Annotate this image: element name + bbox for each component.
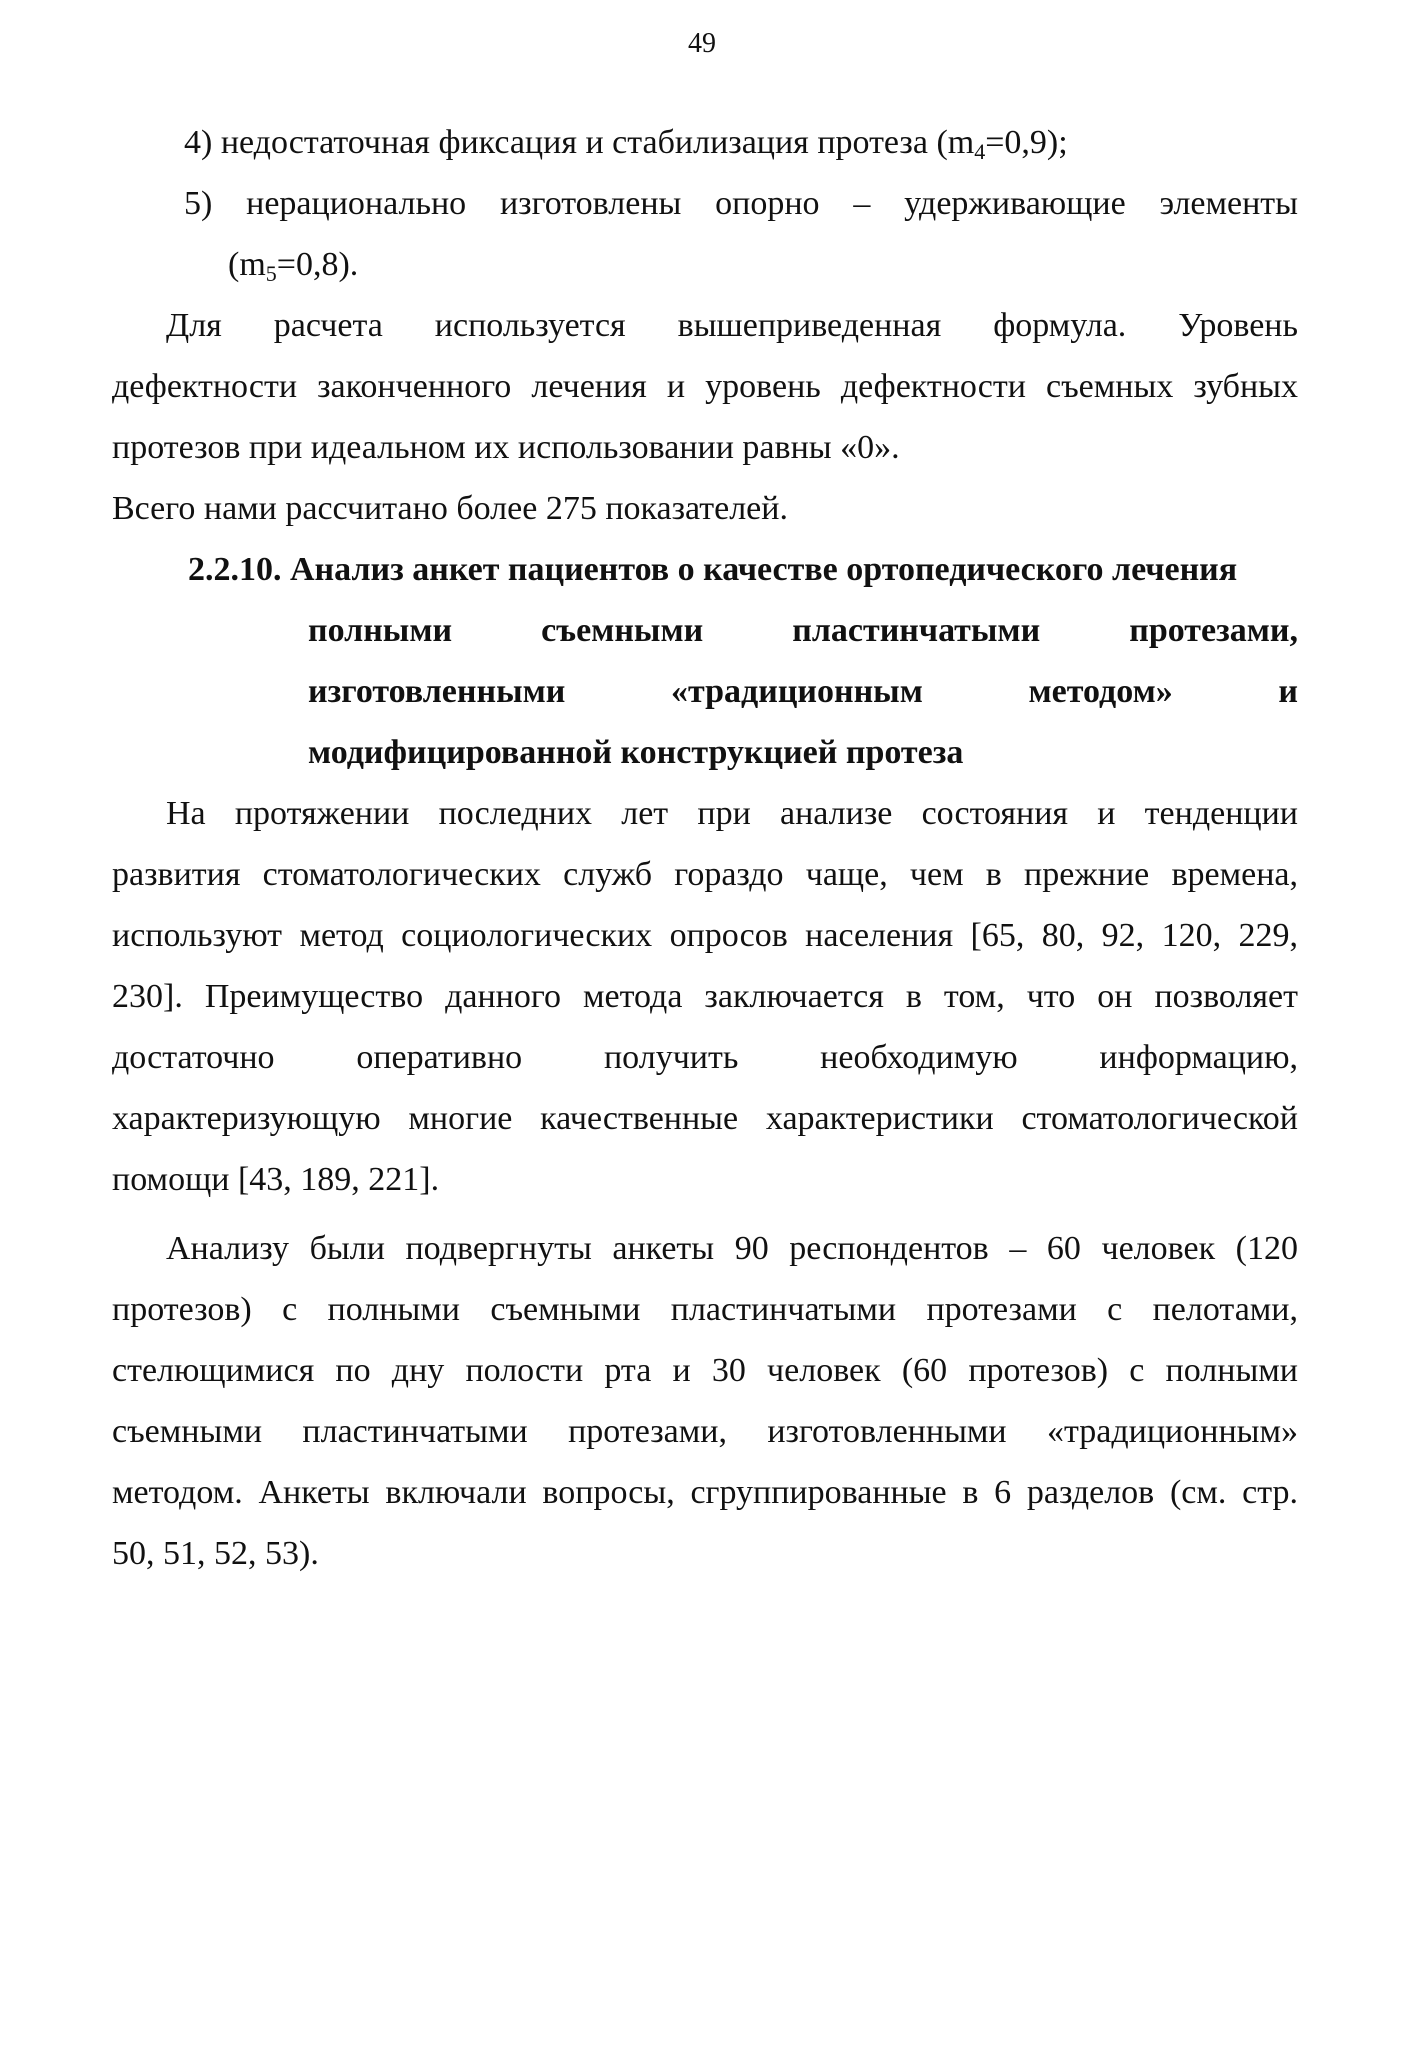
paragraph-line: Всего нами рассчитано более 275 показателей.	[112, 490, 788, 527]
list-marker: 4)	[184, 124, 213, 161]
list-item-text-end: =0,9);	[985, 124, 1068, 161]
section-number: 2.2.10.	[188, 551, 282, 588]
section-heading-line: изготовленными «традиционным методом» и	[308, 673, 1298, 710]
paragraph-line: развития стоматологических служб гораздо чаще, чем в прежние времена,	[112, 856, 1298, 893]
list-item-5-continuation	[112, 234, 1298, 295]
paragraph-line: 230]. Преимущество данного метода заключается в том, что он позволяет	[112, 978, 1298, 1015]
page-body	[112, 112, 1298, 1584]
list-item-text-end: =0,8).	[276, 246, 359, 283]
section-heading	[112, 539, 1298, 600]
paragraph-line: достаточно оперативно получить необходимую информацию,	[112, 1039, 1298, 1076]
paragraph-line: 50, 51, 52, 53).	[112, 1535, 319, 1572]
paragraph-line: помощи [43, 189, 221].	[112, 1161, 440, 1198]
paragraph-line: методом. Анкеты включали вопросы, сгруппированные в 6 разделов (см. стр.	[112, 1474, 1298, 1511]
paragraph-line: дефектности законченного лечения и уровень дефектности съемных зубных	[112, 368, 1298, 405]
subscript: 4	[974, 139, 986, 164]
paragraph-line: протезов при идеальном их использовании равны «0».	[112, 429, 900, 466]
list-item-4	[112, 112, 1298, 173]
paragraph-line: На протяжении последних лет при анализе состояния и тенденции	[166, 795, 1298, 832]
list-item-text: (m	[228, 246, 266, 283]
list-item-text: нерационально изготовлены опорно – удерживающие элементы	[246, 185, 1299, 222]
paragraph-gap	[112, 1210, 1298, 1218]
section-heading-line: полными съемными пластинчатыми протезами,	[308, 612, 1298, 649]
paragraph-line: протезов) с полными съемными пластинчатыми протезами с пелотами,	[112, 1291, 1298, 1328]
list-item-text: недостаточная фиксация и стабилизация протеза (m	[220, 124, 975, 161]
list-marker: 5)	[184, 185, 213, 222]
section-heading-line: модифицированной конструкцией протеза	[308, 734, 964, 771]
paragraph-line: Анализу были подвергнуты анкеты 90 респондентов – 60 человек (120	[166, 1230, 1298, 1267]
list-item-5	[112, 173, 1298, 234]
paragraph-line: Для расчета используется вышеприведенная формула. Уровень	[166, 307, 1298, 344]
paragraph-line: характеризующую многие качественные характеристики стоматологической	[112, 1100, 1298, 1137]
paragraph-line: стелющимися по дну полости рта и 30 человек (60 протезов) с полными	[112, 1352, 1298, 1389]
paragraph-line: съемными пластинчатыми протезами, изготовленными «традиционным»	[112, 1413, 1298, 1450]
subscript: 5	[265, 261, 277, 286]
paragraph-line: используют метод социологических опросов населения [65, 80, 92, 120, 229,	[112, 917, 1298, 954]
page-number: 49	[688, 28, 716, 59]
section-title: Анализ анкет пациентов о качестве ортопедического лечения	[290, 551, 1238, 588]
